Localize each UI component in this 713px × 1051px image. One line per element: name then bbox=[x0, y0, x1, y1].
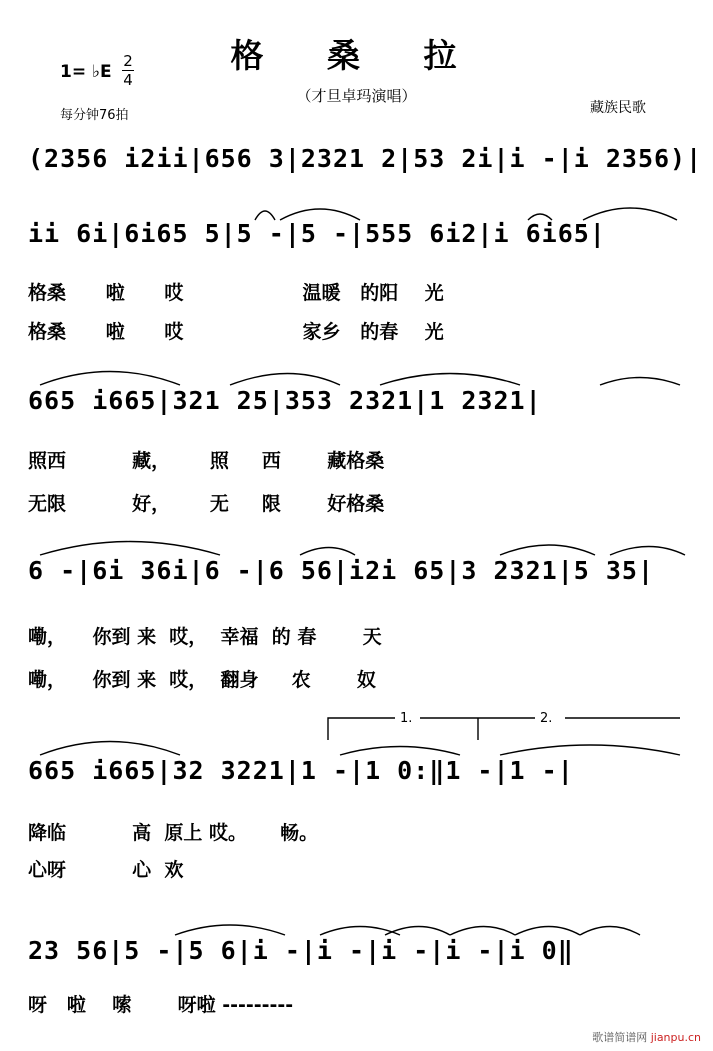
song-title: 格 桑 拉 bbox=[230, 36, 483, 75]
watermark-site: 歌谱简谱网 bbox=[592, 1031, 648, 1044]
staff-line-6 bbox=[22, 920, 690, 980]
lyric-line-2-verse-1: 格桑 啦 哎 温暖 的阳 光 bbox=[28, 282, 444, 304]
lyric-line-4-verse-2: 嘞， 你到 来 哎， 翻身 农 奴 bbox=[28, 669, 376, 691]
lyric-line-6-verse-1: 呀 啦 嗦 呀啦 --------- bbox=[28, 994, 294, 1016]
lyric-line-3-verse-2: 无限 好， 无 限 好格桑 bbox=[28, 493, 385, 515]
time-sig-bottom: 4 bbox=[123, 71, 133, 89]
notation-line-3: 665 i665|321 25|353 2321|1 2321| bbox=[28, 386, 542, 415]
lyric-line-5-verse-1: 降临 高 原上 哎。 畅。 bbox=[28, 822, 319, 844]
notation-line-6: 23 56|5 -|5 6|i -|i -|i -|i -|i 0‖ bbox=[28, 936, 574, 965]
notation-line-2: ii 6i|6i65 5|5 -|5 -|555 6i2|i 6i65| bbox=[28, 219, 606, 248]
staff-line-1 bbox=[22, 128, 703, 188]
lyric-line-4-verse-1: 嘞， 你到 来 哎， 幸福 的 春 天 bbox=[28, 626, 382, 648]
watermark-url: jianpu.cn bbox=[650, 1031, 701, 1044]
lyric-line-5-verse-2: 心呀 心 欢 bbox=[28, 859, 184, 881]
notation-line-1: (2356 i2ii|656 3|2321 2|53 2i|i -|i 2356)| bbox=[28, 144, 703, 173]
staff-line-4 bbox=[22, 540, 690, 600]
lyric-line-2-verse-2: 格桑 啦 哎 家乡 的春 光 bbox=[28, 321, 444, 343]
song-origin: 藏族民歌 bbox=[590, 100, 646, 116]
time-signature bbox=[122, 52, 134, 89]
time-sig-top: 2 bbox=[123, 52, 133, 70]
staff-line-2 bbox=[22, 203, 690, 263]
performer-subtitle: （才旦卓玛演唱） bbox=[296, 87, 417, 105]
lyric-line-3-verse-1: 照西 藏， 照 西 藏格桑 bbox=[28, 450, 385, 472]
staff-line-3 bbox=[22, 370, 690, 430]
volta-second-ending: 2. bbox=[540, 711, 553, 726]
volta-bracket-1-start bbox=[328, 718, 395, 740]
key-signature: 1= ♭E bbox=[60, 62, 112, 82]
tempo-marking: 每分钟76拍 bbox=[60, 108, 129, 123]
volta-first-ending: 1. bbox=[400, 711, 413, 726]
notation-line-5: 665 i665|32 3221|1 -|1 0:‖1 -|1 -| bbox=[28, 756, 574, 785]
watermark bbox=[592, 1029, 701, 1045]
staff-line-5 bbox=[22, 740, 690, 800]
notation-line-4: 6 -|6i 36i|6 -|6 56|i2i 65|3 2321|5 35| bbox=[28, 556, 654, 585]
